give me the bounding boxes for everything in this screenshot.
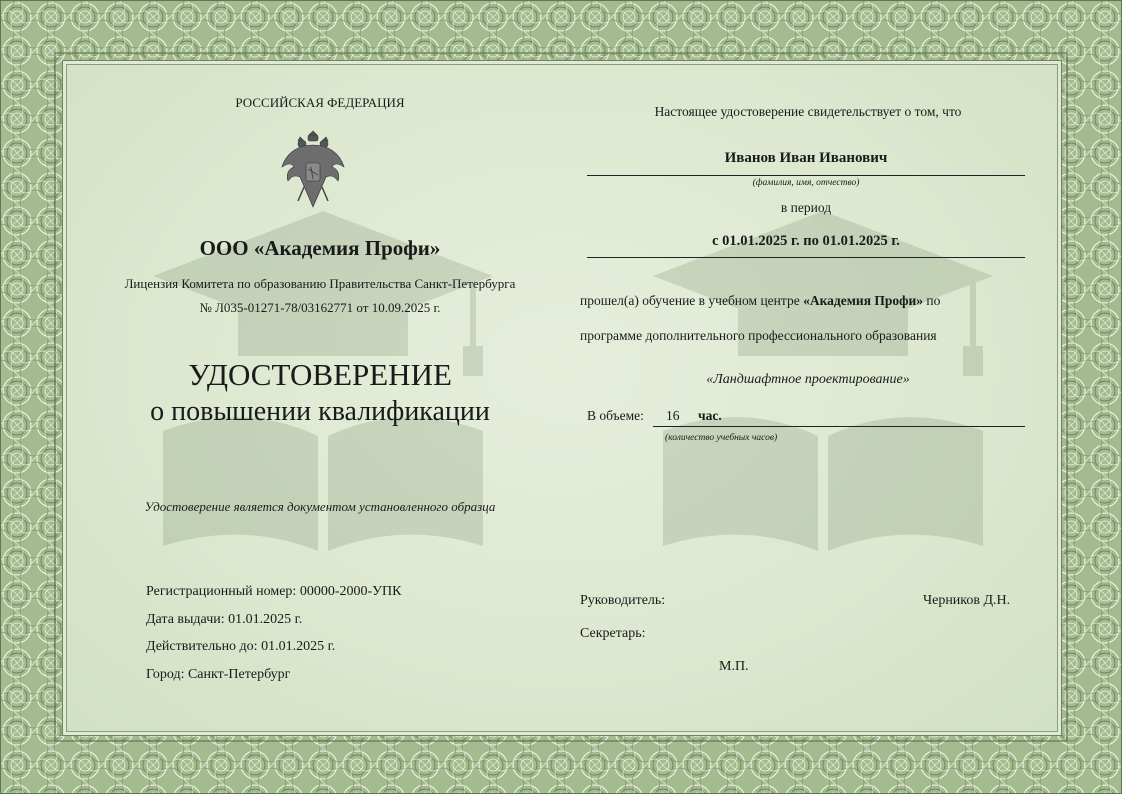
hours-caption: (количество учебных часов)	[665, 433, 778, 443]
document-title: УДОСТОВЕРЕНИЕ	[188, 357, 452, 392]
certificate-body	[62, 60, 1062, 736]
valid-until: Действительно до: 01.01.2025 г.	[146, 639, 336, 654]
issue-city: Город: Санкт-Петербург	[146, 667, 291, 682]
period-label: в период	[780, 200, 832, 215]
hours-value: 16	[666, 408, 680, 423]
secretary-label: Секретарь:	[580, 626, 646, 641]
document-subtitle: о повышении квалификации	[150, 396, 490, 427]
holder-full-name: Иванов Иван Иванович	[724, 150, 888, 166]
program-name: «Ландшафтное проектирование»	[706, 372, 910, 387]
training-center-name: «Академия Профи»	[803, 293, 924, 308]
issue-date: Дата выдачи: 01.01.2025 г.	[146, 612, 303, 627]
certifies-text: Настоящее удостоверение свидетельствует о том, что	[654, 104, 962, 119]
full-name-caption: (фамилия, имя, отчество)	[752, 178, 860, 188]
volume-label: В объеме:	[587, 408, 644, 423]
head-label: Руководитель:	[580, 593, 666, 608]
training-suffix: по	[923, 293, 941, 308]
registration-number: Регистрационный номер: 00000-2000-УПК	[146, 584, 402, 599]
standard-form-note: Удостоверение является документом установленного образца	[144, 499, 496, 514]
training-prefix: прошел(а) обучение в учебном центре	[580, 293, 804, 308]
training-sentence	[580, 293, 940, 309]
training-period: с 01.01.2025 г. по 01.01.2025 г.	[712, 233, 900, 249]
license-line-2: № Л035-01271-78/03162771 от 10.09.2025 г.	[199, 300, 441, 315]
head-name: Черников Д.Н.	[923, 593, 1011, 608]
country-name: РОССИЙСКАЯ ФЕДЕРАЦИЯ	[235, 95, 405, 110]
hours-underline	[653, 426, 1025, 427]
program-line: программе дополнительного профессионального образования	[580, 328, 937, 343]
coat-of-arms-emblem	[278, 127, 348, 213]
stamp-placeholder: М.П.	[719, 659, 749, 674]
period-underline	[587, 257, 1025, 258]
full-name-underline	[587, 175, 1025, 176]
license-line-1: Лицензия Комитета по образованию Правительства Санкт-Петербурга	[124, 276, 516, 291]
organization-name: ООО «Академия Профи»	[199, 236, 441, 260]
hours-unit: час.	[698, 408, 722, 423]
